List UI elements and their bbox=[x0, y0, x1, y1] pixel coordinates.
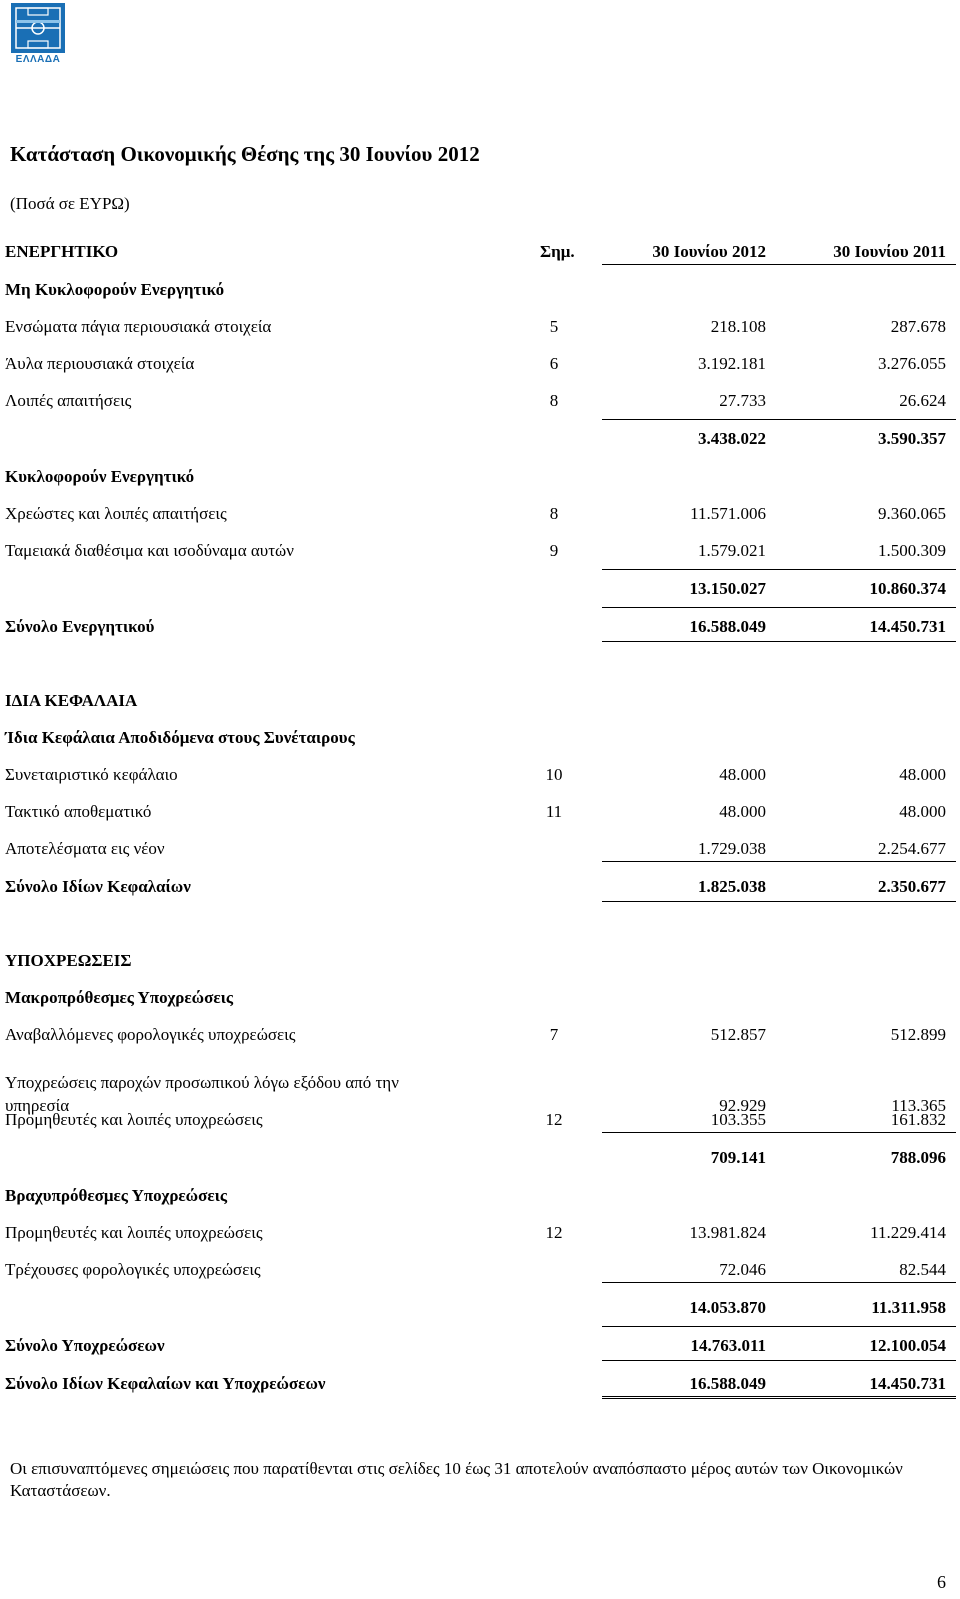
row-note-ref: 10 bbox=[545, 765, 563, 784]
row-label: Σύνολο Ιδίων Κεφαλαίων και Υποχρεώσεων bbox=[5, 1374, 326, 1393]
table-row bbox=[0, 691, 960, 715]
row-label: ΥΠΟΧΡΕΩΣΕΙΣ bbox=[5, 951, 132, 970]
value-2011: 1.500.309 bbox=[878, 541, 946, 560]
value-2012: 16.588.049 bbox=[689, 617, 766, 636]
total-rule bbox=[776, 901, 956, 902]
row-label: Προμηθευτές και λοιπές υποχρεώσεις bbox=[5, 1223, 263, 1242]
row-note-ref: 7 bbox=[549, 1025, 559, 1044]
table-row bbox=[0, 1223, 960, 1247]
row-label-continued: υπηρεσία bbox=[5, 1096, 70, 1115]
table-header-row bbox=[0, 242, 960, 266]
row-label: Τακτικό αποθεματικό bbox=[5, 802, 152, 821]
currency-note: (Ποσά σε ΕΥΡΩ) bbox=[10, 194, 130, 213]
table-row bbox=[0, 467, 960, 491]
table-row bbox=[0, 877, 960, 901]
header-col-2011: 30 Ιουνίου 2011 bbox=[833, 242, 946, 261]
value-2012: 3.192.181 bbox=[698, 354, 766, 373]
row-label: Τρέχουσες φορολογικές υποχρεώσεις bbox=[5, 1260, 261, 1279]
row-label: Σύνολο Ενεργητικού bbox=[5, 617, 155, 636]
table-row bbox=[0, 802, 960, 826]
row-label: Άυλα περιουσιακά στοιχεία bbox=[5, 354, 195, 373]
row-label: Σύνολο Ιδίων Κεφαλαίων bbox=[5, 877, 191, 896]
value-2012: 11.571.006 bbox=[690, 504, 766, 523]
value-2011: 788.096 bbox=[890, 1148, 946, 1167]
value-2012: 1.579.021 bbox=[698, 541, 766, 560]
value-2012: 72.046 bbox=[719, 1260, 766, 1279]
row-label: Ταμειακά διαθέσιμα και ισοδύναμα αυτών bbox=[5, 541, 294, 560]
value-2012: 27.733 bbox=[719, 391, 766, 410]
total-rule bbox=[776, 1326, 956, 1327]
total-rule bbox=[602, 607, 776, 608]
total-rule bbox=[776, 607, 956, 608]
value-2012: 1.825.038 bbox=[698, 877, 766, 896]
value-2012: 3.438.022 bbox=[698, 429, 766, 448]
value-2011: 82.544 bbox=[899, 1260, 946, 1279]
value-2011: 113.365 bbox=[891, 1096, 946, 1115]
value-2012: 218.108 bbox=[710, 317, 766, 336]
row-label: Αποτελέσματα εις νέον bbox=[5, 839, 165, 858]
value-2011: 161.832 bbox=[890, 1110, 946, 1129]
value-2011: 2.350.677 bbox=[878, 877, 946, 896]
row-label: Αναβαλλόμενες φορολογικές υποχρεώσεις bbox=[5, 1025, 296, 1044]
table-row bbox=[0, 280, 960, 304]
header-label: ΕΝΕΡΓΗΤΙΚΟ bbox=[5, 242, 119, 261]
table-row bbox=[0, 1260, 960, 1284]
total-rule bbox=[602, 1132, 776, 1133]
row-note-ref: 8 bbox=[549, 391, 559, 410]
table-row bbox=[0, 988, 960, 1012]
total-rule bbox=[776, 1396, 956, 1399]
total-rule bbox=[776, 1360, 956, 1361]
row-label: Ίδια Κεφάλαια Αποδιδόμενα στους Συνέταιρους bbox=[5, 728, 355, 747]
football-pitch-icon bbox=[10, 2, 66, 54]
value-2011: 512.899 bbox=[890, 1025, 946, 1044]
table-row bbox=[0, 839, 960, 863]
total-rule bbox=[776, 569, 956, 570]
page-number: 6 bbox=[937, 1572, 946, 1592]
value-2012: 16.588.049 bbox=[689, 1374, 766, 1393]
table-row bbox=[0, 728, 960, 752]
total-rule bbox=[602, 861, 776, 862]
total-rule bbox=[602, 419, 776, 420]
row-note-ref: 9 bbox=[549, 541, 559, 560]
total-rule bbox=[602, 1396, 776, 1399]
row-label: Σύνολο Υποχρεώσεων bbox=[5, 1336, 165, 1355]
value-2011: 48.000 bbox=[899, 765, 946, 784]
row-label: Βραχυπρόθεσμες Υποχρεώσεις bbox=[5, 1186, 228, 1205]
value-2012: 48.000 bbox=[719, 765, 766, 784]
row-label: Προμηθευτές και λοιπές υποχρεώσεις bbox=[5, 1110, 263, 1129]
value-2012: 709.141 bbox=[710, 1148, 766, 1167]
row-note-ref: 12 bbox=[545, 1223, 563, 1242]
table-row bbox=[0, 1336, 960, 1360]
total-rule bbox=[602, 1360, 776, 1361]
row-label: Λοιπές απαιτήσεις bbox=[5, 391, 132, 410]
total-rule bbox=[602, 1326, 776, 1327]
total-rule bbox=[602, 901, 776, 902]
value-2012: 14.763.011 bbox=[690, 1336, 766, 1355]
value-2011: 10.860.374 bbox=[869, 579, 946, 598]
page-title: Κατάσταση Οικονομικής Θέσης της 30 Ιουνίου 2012 bbox=[10, 142, 480, 166]
header-col-2012: 30 Ιουνίου 2012 bbox=[652, 242, 766, 261]
header-note: Σημ. bbox=[540, 242, 575, 261]
total-rule bbox=[776, 641, 956, 642]
value-2012: 103.355 bbox=[710, 1110, 766, 1129]
logo-text: ΕΛΛΑΔΑ bbox=[15, 54, 61, 65]
value-2012: 92.929 bbox=[719, 1096, 766, 1115]
value-2012: 13.150.027 bbox=[689, 579, 766, 598]
value-2011: 12.100.054 bbox=[869, 1336, 946, 1355]
table-row bbox=[0, 617, 960, 641]
row-note-ref: 8 bbox=[549, 504, 559, 523]
row-note-ref: 6 bbox=[549, 354, 559, 373]
value-2011: 14.450.731 bbox=[869, 617, 946, 636]
row-note-ref: 11 bbox=[545, 802, 563, 821]
table-row bbox=[0, 1025, 960, 1049]
row-note-ref: 12 bbox=[545, 1110, 563, 1129]
total-rule bbox=[776, 1282, 956, 1283]
row-label: ΙΔΙΑ ΚΕΦΑΛΑΙΑ bbox=[5, 691, 138, 710]
total-rule bbox=[602, 1282, 776, 1283]
table-row bbox=[0, 504, 960, 528]
value-2012: 1.729.038 bbox=[698, 839, 766, 858]
row-note-ref: 5 bbox=[549, 317, 559, 336]
value-2012: 48.000 bbox=[719, 802, 766, 821]
row-label: Συνεταιριστικό κεφάλαιο bbox=[5, 765, 178, 784]
header-underline-2012 bbox=[602, 264, 776, 265]
row-label: Μακροπρόθεσμες Υποχρεώσεις bbox=[5, 988, 234, 1007]
value-2011: 11.229.414 bbox=[870, 1223, 946, 1242]
table-row bbox=[0, 391, 960, 415]
value-2011: 11.311.958 bbox=[871, 1298, 946, 1317]
row-label: Μη Κυκλοφορούν Ενεργητικό bbox=[5, 280, 225, 299]
value-2011: 26.624 bbox=[899, 391, 946, 410]
row-label: Κυκλοφορούν Ενεργητικό bbox=[5, 467, 195, 486]
table-row bbox=[0, 354, 960, 378]
table-row bbox=[0, 951, 960, 975]
value-2011: 14.450.731 bbox=[869, 1374, 946, 1393]
table-row bbox=[0, 765, 960, 789]
value-2011: 2.254.677 bbox=[878, 839, 946, 858]
table-row bbox=[0, 1186, 960, 1210]
league-logo bbox=[10, 2, 66, 68]
row-label: Υποχρεώσεις παροχών προσωπικού λόγω εξόδου από την bbox=[5, 1073, 399, 1092]
value-2011: 9.360.065 bbox=[878, 504, 946, 523]
table-row bbox=[0, 1374, 960, 1398]
value-2011: 3.276.055 bbox=[878, 354, 946, 373]
table-row bbox=[0, 317, 960, 341]
total-rule bbox=[602, 641, 776, 642]
table-row bbox=[0, 429, 960, 453]
table-row bbox=[0, 1110, 960, 1134]
table-row bbox=[0, 1148, 960, 1172]
total-rule bbox=[602, 569, 776, 570]
row-label: Χρεώστες και λοιπές απαιτήσεις bbox=[5, 504, 227, 523]
footer-note: Οι επισυναπτόμενες σημειώσεις που παρατίθενται στις σελίδες 10 έως 31 αποτελούν αναπόσπαστο μέρος αυτών των Οικονομικών Καταστάσεων. bbox=[10, 1459, 903, 1500]
value-2011: 48.000 bbox=[899, 802, 946, 821]
table-row bbox=[0, 579, 960, 603]
value-2012: 13.981.824 bbox=[689, 1223, 766, 1242]
total-rule bbox=[776, 1132, 956, 1133]
total-rule bbox=[776, 419, 956, 420]
header-underline-2011 bbox=[776, 264, 956, 265]
value-2012: 14.053.870 bbox=[689, 1298, 766, 1317]
value-2011: 3.590.357 bbox=[878, 429, 946, 448]
value-2012: 512.857 bbox=[710, 1025, 766, 1044]
table-row bbox=[0, 1298, 960, 1322]
total-rule bbox=[776, 861, 956, 862]
row-label: Ενσώματα πάγια περιουσιακά στοιχεία bbox=[5, 317, 272, 336]
value-2011: 287.678 bbox=[890, 317, 946, 336]
table-row bbox=[0, 541, 960, 565]
